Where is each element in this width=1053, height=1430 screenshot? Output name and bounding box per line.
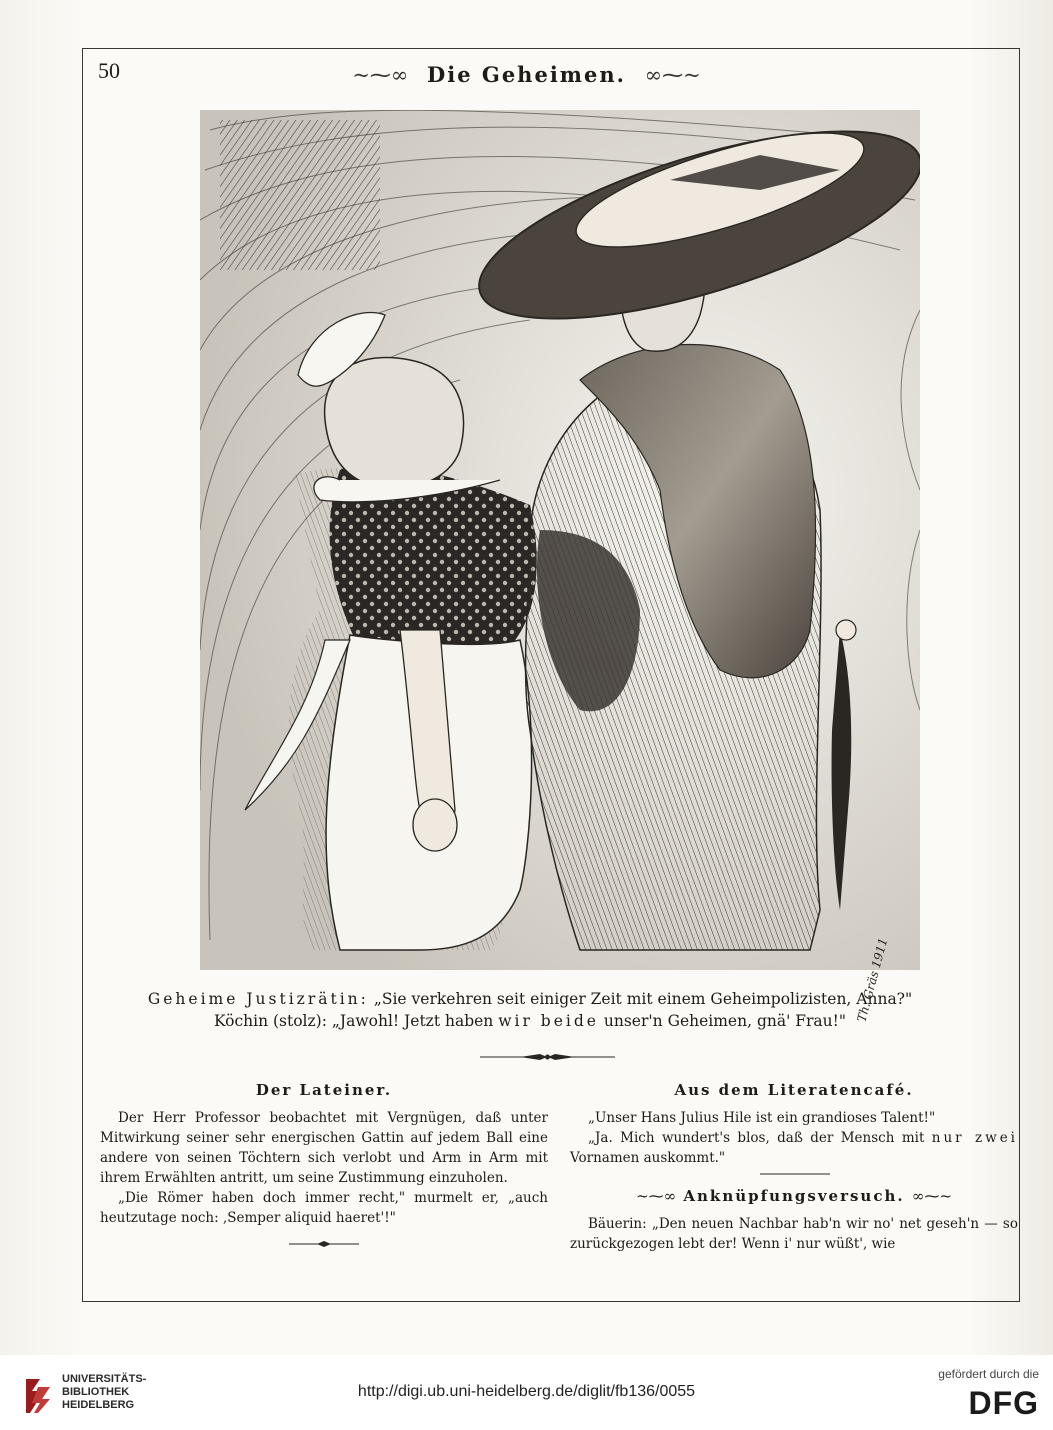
right-column-heading-2	[570, 1186, 1018, 1206]
running-head-left-ornament: ~⁓∞	[352, 63, 409, 87]
caption-text-2a: „Jawohl! Jetzt haben	[331, 1012, 494, 1030]
dark-hatched-corner	[220, 120, 380, 270]
right-column-short-rule	[760, 1172, 830, 1176]
left-column	[100, 1080, 548, 1248]
caption-speaker-2: Köchin (stolz):	[213, 1012, 327, 1030]
left-column-end-ornament	[289, 1240, 359, 1248]
institution-line-1: UNIVERSITÄTS-	[62, 1373, 147, 1385]
right-column-paragraph-1: „Unser Hans Julius Hile ist ein grandioses Talent!"	[588, 1110, 936, 1126]
caption-line-1	[120, 988, 940, 1010]
source-url-link[interactable]: http://digi.ub.uni-heidelberg.de/diglit/fb136/0055	[357, 1383, 696, 1400]
right-column-paragraph-3: Bäuerin: „Den neuen Nachbar hab'n wir no' net geseh'n — so zurückgezogen lebt der! Wenn i' nur wüßt', wie	[570, 1216, 1018, 1252]
caption-text-2b: unser'n Geheimen, gnä' Frau!"	[603, 1012, 847, 1030]
section-divider-ornament	[480, 1052, 615, 1062]
cartoon-caption	[120, 988, 940, 1032]
right-column	[570, 1080, 1018, 1254]
institution-line-3: HEIDELBERG	[62, 1399, 135, 1411]
right-column-paragraph-2b: Vornamen auskommt."	[570, 1150, 726, 1166]
caption-speaker-1: Geheime Justizrätin:	[147, 990, 369, 1008]
running-head	[0, 62, 1053, 87]
left-column-heading: Der Lateiner.	[255, 1081, 393, 1099]
funded-by-label: gefördert durch die	[938, 1367, 1039, 1381]
dfg-logo: DFG	[968, 1385, 1039, 1421]
heading-2-title: Anknüpfungsversuch.	[683, 1187, 905, 1205]
institution-line-2: BIBLIOTHEK	[62, 1386, 130, 1398]
right-column-paragraph-2-spaced: nur zwei	[931, 1130, 1018, 1146]
cartoon-drawing	[200, 110, 920, 970]
footer-bar	[0, 1355, 1053, 1430]
left-column-paragraph-2: „Die Römer haben doch immer recht," murmelt er, „auch heutzutage noch: ‚Semper aliquid haeret'!"	[100, 1190, 548, 1226]
caption-text-2-spaced: wir beide	[498, 1012, 599, 1030]
caption-text-1: „Sie verkehren seit einiger Zeit mit einem Geheimpolizisten, Anna?"	[373, 990, 913, 1008]
heading-2-right-ornament: ∞⁓~	[911, 1187, 952, 1205]
right-column-heading: Aus dem Literatencafé.	[674, 1081, 914, 1099]
right-column-paragraph-2	[570, 1128, 1018, 1168]
right-column-paragraph-2a: „Ja. Mich wundert's blos, daß der Mensch mit	[588, 1130, 925, 1146]
left-column-paragraph-1: Der Herr Professor beobachtet mit Vergnügen, daß unter Mitwirkung seiner sehr energischen Gattin auf jedem Ball eine andere von seinen Töchtern sich verlobt und Arm in Arm mit ihrem Erwählten antritt, um seine Zustimmung einzuholen.	[100, 1110, 548, 1186]
page-number: 50	[98, 58, 120, 83]
heading-2-left-ornament: ~⁓∞	[636, 1187, 677, 1205]
running-head-right-ornament: ∞⁓~	[644, 63, 701, 87]
artist-signature: Th. Gräs 1911	[854, 936, 890, 1024]
running-head-title: Die Geheimen.	[427, 62, 626, 87]
caption-line-2	[120, 1010, 940, 1032]
